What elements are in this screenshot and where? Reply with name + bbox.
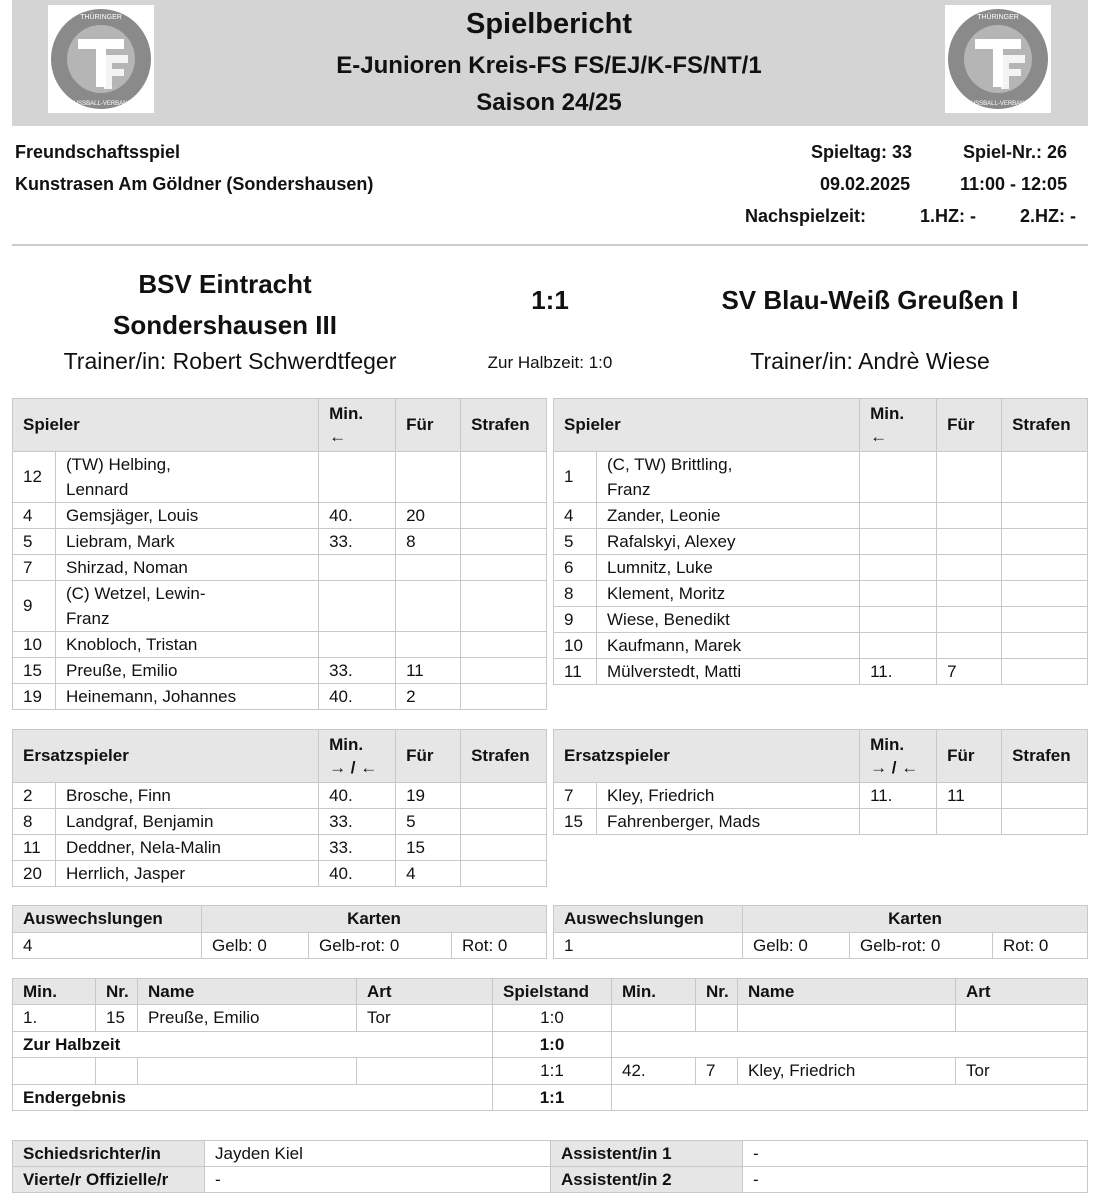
table-cell: 11 <box>554 659 597 685</box>
col-substitutions: Auswechslungen <box>554 906 743 933</box>
logo-text-top: THÜRINGER <box>977 14 1019 21</box>
table-cell <box>461 503 547 529</box>
table-cell <box>860 581 937 607</box>
table-cell: Zur Halbzeit <box>13 1032 493 1058</box>
table-cell: Gemsjäger, Louis <box>56 503 319 529</box>
table-row <box>554 452 1088 503</box>
col-min: Min. ← <box>860 399 937 452</box>
table-cell: 4 <box>554 503 597 529</box>
table-cell: Gelb-rot: 0 <box>309 933 452 959</box>
home-subs-table <box>12 729 547 887</box>
table-cell: 1. <box>13 1005 96 1032</box>
table-cell: 33. <box>319 835 396 861</box>
col-cards: Karten <box>743 906 1088 933</box>
table-row <box>13 684 547 710</box>
table-cell: 7 <box>554 783 597 809</box>
table-cell: 42. <box>612 1058 696 1085</box>
col-penalties: Strafen <box>1002 399 1088 452</box>
table-cell: Kley, Friedrich <box>738 1058 956 1085</box>
table-cell: 8 <box>13 809 56 835</box>
venue: Kunstrasen Am Göldner (Sondershausen) <box>15 174 374 194</box>
table-cell <box>937 555 1002 581</box>
table-cell: 9 <box>13 581 56 632</box>
table-cell: 40. <box>319 783 396 809</box>
table-row <box>13 861 547 887</box>
table-row <box>13 1058 1088 1085</box>
table-cell: 7 <box>13 555 56 581</box>
table-cell: Gelb: 0 <box>743 933 850 959</box>
table-cell <box>1002 607 1088 633</box>
table-cell <box>1002 503 1088 529</box>
table-cell <box>461 555 547 581</box>
assistant2-label: Assistent/in 2 <box>551 1167 743 1193</box>
table-cell: 1:1 <box>493 1058 612 1085</box>
page-title: Spielbericht <box>466 8 632 40</box>
table-cell: 7 <box>696 1058 738 1085</box>
table-cell: Preuße, Emilio <box>56 658 319 684</box>
table-cell <box>937 633 1002 659</box>
fourth-official-name: - <box>205 1167 551 1193</box>
table-cell <box>396 581 461 632</box>
table-row <box>554 933 1088 959</box>
table-cell: 1:0 <box>493 1032 612 1058</box>
table-cell: Kley, Friedrich <box>597 783 860 809</box>
table-cell <box>1002 529 1088 555</box>
table-cell: Gelb-rot: 0 <box>850 933 993 959</box>
col-name: Name <box>138 979 357 1005</box>
match-type: Freundschaftsspiel <box>15 142 181 162</box>
table-cell <box>396 555 461 581</box>
table-cell <box>461 809 547 835</box>
table-cell <box>396 632 461 658</box>
table-cell <box>1002 633 1088 659</box>
table-cell: Zander, Leonie <box>597 503 860 529</box>
table-row <box>554 783 1088 809</box>
table-cell <box>738 1005 956 1032</box>
col-penalties: Strafen <box>1002 730 1088 783</box>
table-cell <box>860 503 937 529</box>
referee-name: Jayden Kiel <box>205 1141 551 1167</box>
col-type: Art <box>956 979 1088 1005</box>
col-type: Art <box>357 979 493 1005</box>
table-cell: 5 <box>554 529 597 555</box>
col-name: Name <box>738 979 956 1005</box>
final-score: 1:1 <box>531 285 569 315</box>
table-cell: 40. <box>319 684 396 710</box>
table-cell <box>937 607 1002 633</box>
table-cell: 11. <box>860 783 937 809</box>
table-cell <box>461 632 547 658</box>
table-cell <box>319 555 396 581</box>
table-cell <box>13 1058 96 1085</box>
table-row <box>13 503 547 529</box>
table-cell: 2 <box>13 783 56 809</box>
col-min: Min. <box>612 979 696 1005</box>
assistant1-label: Assistent/in 1 <box>551 1141 743 1167</box>
away-summary-table <box>553 905 1088 959</box>
table-cell: 8 <box>396 529 461 555</box>
away-subs-table <box>553 729 1088 835</box>
table-cell: 40. <box>319 503 396 529</box>
match-time: 11:00 - 12:05 <box>960 174 1068 194</box>
col-player: Spieler <box>13 399 319 452</box>
table-cell: 4 <box>396 861 461 887</box>
table-cell: 10 <box>554 633 597 659</box>
table-row <box>13 783 547 809</box>
table-cell: Rafalskyi, Alexey <box>597 529 860 555</box>
table-cell: Wiese, Benedikt <box>597 607 860 633</box>
table-cell: Tor <box>357 1005 493 1032</box>
table-cell: (TW) Helbing, Lennard <box>56 452 319 503</box>
away-lineup-table <box>553 398 1088 685</box>
table-cell: Heinemann, Johannes <box>56 684 319 710</box>
table-cell <box>612 1032 1088 1058</box>
season: Saison 24/25 <box>476 89 622 116</box>
table-cell <box>860 809 937 835</box>
table-row <box>554 581 1088 607</box>
divider <box>12 244 1088 246</box>
table-cell <box>319 632 396 658</box>
match-date: 09.02.2025 <box>820 174 911 194</box>
table-row <box>13 452 547 503</box>
table-cell: 40. <box>319 861 396 887</box>
table-cell: 15 <box>96 1005 138 1032</box>
table-cell <box>956 1005 1088 1032</box>
table-row <box>13 658 547 684</box>
table-cell <box>937 581 1002 607</box>
home-coach: Trainer/in: Robert Schwerdtfeger <box>63 348 397 374</box>
col-for: Für <box>937 399 1002 452</box>
table-cell: Fahrenberger, Mads <box>597 809 860 835</box>
table-cell: 4 <box>13 933 202 959</box>
table-cell: 9 <box>554 607 597 633</box>
col-min: Min. → / ← <box>319 730 396 783</box>
table-cell <box>860 633 937 659</box>
table-cell: 11 <box>396 658 461 684</box>
table-cell: 11 <box>937 783 1002 809</box>
table-row <box>13 529 547 555</box>
fourth-official-label: Vierte/r Offizielle/r <box>13 1167 205 1193</box>
away-team: SV Blau-Weiß Greußen I <box>721 285 1019 315</box>
table-cell: 20 <box>396 503 461 529</box>
col-score: Spielstand <box>493 979 612 1005</box>
table-cell: 12 <box>13 452 56 503</box>
matchday: Spieltag: 33 <box>811 142 913 162</box>
table-cell <box>461 684 547 710</box>
table-cell: 6 <box>554 555 597 581</box>
home-team <box>40 264 410 346</box>
table-row <box>13 1032 1088 1058</box>
col-cards: Karten <box>202 906 547 933</box>
table-cell: 5 <box>13 529 56 555</box>
table-cell: 15 <box>554 809 597 835</box>
table-cell: 4 <box>13 503 56 529</box>
table-cell <box>461 529 547 555</box>
table-cell: 20 <box>13 861 56 887</box>
halftime-score: Zur Halbzeit: 1:0 <box>487 353 613 372</box>
table-cell: Gelb: 0 <box>202 933 309 959</box>
home-summary-table <box>12 905 547 959</box>
table-cell <box>1002 452 1088 503</box>
table-cell <box>461 452 547 503</box>
table-cell: Preuße, Emilio <box>138 1005 357 1032</box>
table-row <box>554 503 1088 529</box>
league-name: E-Junioren Kreis-FS FS/EJ/K-FS/NT/1 <box>336 52 762 79</box>
table-cell: 11. <box>860 659 937 685</box>
table-cell <box>396 452 461 503</box>
table-row <box>13 1005 1088 1032</box>
table-cell: 11 <box>13 835 56 861</box>
table-cell <box>1002 783 1088 809</box>
events-table <box>12 978 1088 1111</box>
col-for: Für <box>396 730 461 783</box>
table-cell <box>1002 659 1088 685</box>
assistant1-name: - <box>743 1141 1088 1167</box>
table-cell: Shirzad, Noman <box>56 555 319 581</box>
table-cell <box>319 581 396 632</box>
col-min: Min. → / ← <box>860 730 937 783</box>
table-cell <box>1002 555 1088 581</box>
table-cell: Tor <box>956 1058 1088 1085</box>
table-cell: 1 <box>554 452 597 503</box>
extra-time-ht2: 2.HZ: - <box>1020 206 1076 226</box>
table-cell: Landgraf, Benjamin <box>56 809 319 835</box>
referee-label: Schiedsrichter/in <box>13 1141 205 1167</box>
table-cell <box>96 1058 138 1085</box>
table-cell <box>612 1005 696 1032</box>
table-cell <box>937 529 1002 555</box>
logo-text-bottom: FUSSBALL-VERBAND <box>967 101 1029 107</box>
table-cell: (C, TW) Brittling, Franz <box>597 452 860 503</box>
table-cell: 1:1 <box>493 1085 612 1111</box>
table-cell <box>1002 581 1088 607</box>
table-cell: 5 <box>396 809 461 835</box>
col-player: Spieler <box>554 399 860 452</box>
table-row <box>554 659 1088 685</box>
table-cell: 8 <box>554 581 597 607</box>
table-cell: 33. <box>319 658 396 684</box>
home-team-name-line2: Sondershausen III <box>113 310 337 340</box>
table-row <box>554 529 1088 555</box>
extra-time-ht1: 1.HZ: - <box>920 206 976 226</box>
game-number: Spiel-Nr.: 26 <box>963 142 1068 162</box>
col-min: Min. <box>13 979 96 1005</box>
table-cell: Liebram, Mark <box>56 529 319 555</box>
table-row <box>13 632 547 658</box>
table-cell: 33. <box>319 529 396 555</box>
table-cell <box>357 1058 493 1085</box>
table-row <box>13 1085 1088 1111</box>
col-for: Für <box>937 730 1002 783</box>
home-lineup-table <box>12 398 547 710</box>
extra-time-label: Nachspielzeit: <box>745 206 867 226</box>
table-cell <box>461 783 547 809</box>
table-cell: Kaufmann, Marek <box>597 633 860 659</box>
col-nr: Nr. <box>696 979 738 1005</box>
table-cell <box>860 555 937 581</box>
table-cell <box>937 503 1002 529</box>
table-row <box>554 809 1088 835</box>
table-cell <box>937 809 1002 835</box>
table-cell: 2 <box>396 684 461 710</box>
table-row <box>13 809 547 835</box>
table-cell <box>612 1085 1088 1111</box>
col-subs: Ersatzspieler <box>554 730 860 783</box>
col-subs: Ersatzspieler <box>13 730 319 783</box>
table-cell: Klement, Moritz <box>597 581 860 607</box>
table-cell <box>461 658 547 684</box>
table-row <box>13 835 547 861</box>
col-min: Min. ← <box>319 399 396 452</box>
table-cell: 10 <box>13 632 56 658</box>
table-cell: Herrlich, Jasper <box>56 861 319 887</box>
table-row <box>554 607 1088 633</box>
table-cell <box>937 452 1002 503</box>
table-cell: 15 <box>396 835 461 861</box>
table-cell: 7 <box>937 659 1002 685</box>
table-row <box>13 581 547 632</box>
table-cell: (C) Wetzel, Lewin- Franz <box>56 581 319 632</box>
col-substitutions: Auswechslungen <box>13 906 202 933</box>
table-cell: Rot: 0 <box>993 933 1088 959</box>
table-row <box>13 933 547 959</box>
table-cell: 15 <box>13 658 56 684</box>
table-row <box>13 555 547 581</box>
table-cell: Deddner, Nela-Malin <box>56 835 319 861</box>
table-cell: Mülverstedt, Matti <box>597 659 860 685</box>
table-cell <box>1002 809 1088 835</box>
table-cell: Endergebnis <box>13 1085 493 1111</box>
table-cell: 33. <box>319 809 396 835</box>
table-cell: 1 <box>554 933 743 959</box>
table-cell: 19 <box>13 684 56 710</box>
col-for: Für <box>396 399 461 452</box>
home-team-name-line1: BSV Eintracht <box>138 269 312 299</box>
away-coach: Trainer/in: Andrè Wiese <box>750 348 990 374</box>
logo-text-top: THÜRINGER <box>80 14 122 21</box>
table-row <box>554 555 1088 581</box>
logo-text-bottom: FUSSBALL-VERBAND <box>70 101 132 107</box>
table-cell <box>461 581 547 632</box>
table-cell <box>319 452 396 503</box>
table-cell <box>696 1005 738 1032</box>
table-cell: 1:0 <box>493 1005 612 1032</box>
table-cell <box>461 861 547 887</box>
table-cell <box>860 607 937 633</box>
officials-table <box>12 1140 1088 1193</box>
table-cell <box>138 1058 357 1085</box>
table-cell: 19 <box>396 783 461 809</box>
table-cell: Knobloch, Tristan <box>56 632 319 658</box>
table-row <box>13 1167 1088 1193</box>
table-cell <box>860 529 937 555</box>
assistant2-name: - <box>743 1167 1088 1193</box>
col-penalties: Strafen <box>461 730 547 783</box>
col-penalties: Strafen <box>461 399 547 452</box>
table-row <box>554 633 1088 659</box>
table-cell: Rot: 0 <box>452 933 547 959</box>
table-cell <box>461 835 547 861</box>
table-cell: Lumnitz, Luke <box>597 555 860 581</box>
table-cell: Brosche, Finn <box>56 783 319 809</box>
table-cell <box>860 452 937 503</box>
col-nr: Nr. <box>96 979 138 1005</box>
table-row <box>13 1141 1088 1167</box>
